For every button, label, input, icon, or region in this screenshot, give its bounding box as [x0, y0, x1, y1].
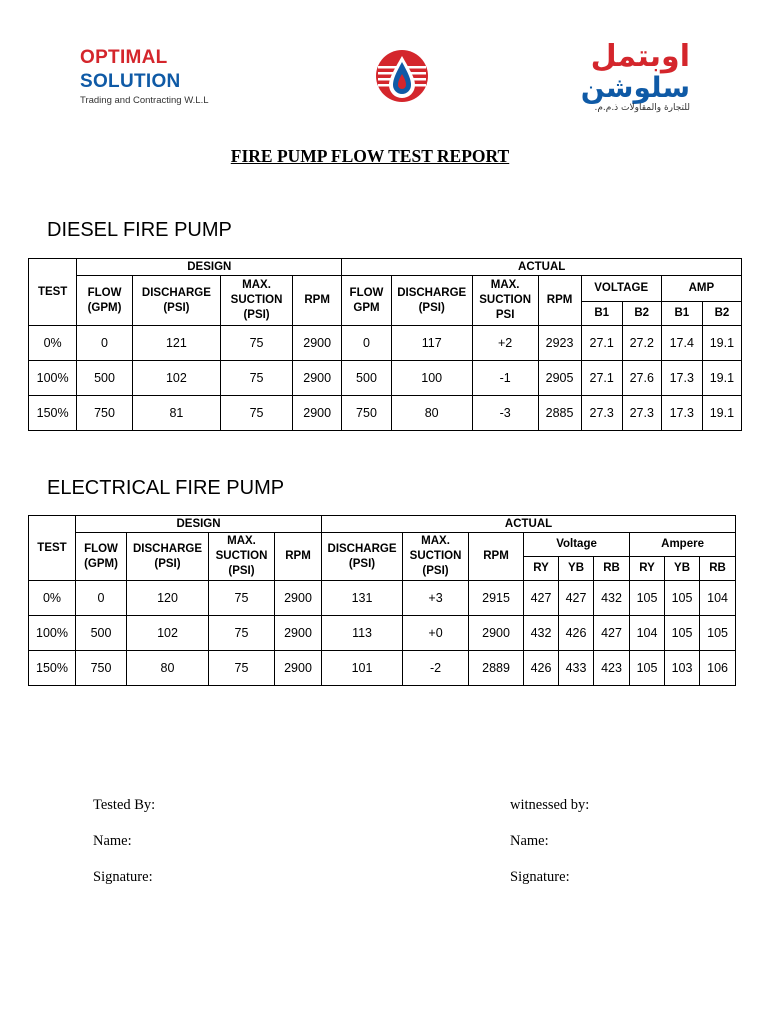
- col-header-flow: FLOW (GPM): [76, 533, 127, 581]
- table-cell: 102: [132, 361, 220, 396]
- header-design: DESIGN: [76, 516, 322, 533]
- table-cell: 80: [391, 396, 472, 431]
- table-cell: 131: [322, 581, 403, 616]
- table-cell: 2923: [538, 326, 581, 361]
- col-header-voltage-ry: RY: [524, 557, 559, 581]
- table-cell: 104: [630, 616, 665, 651]
- table-cell: 27.3: [622, 396, 661, 431]
- table-cell: 106: [700, 651, 736, 686]
- table-row: [29, 396, 742, 431]
- table-cell: 2915: [469, 581, 524, 616]
- table-cell: +3: [403, 581, 469, 616]
- table-cell: 2905: [538, 361, 581, 396]
- company-logo-arabic: [580, 39, 690, 113]
- table-cell: 750: [76, 651, 127, 686]
- table-cell: 75: [221, 361, 293, 396]
- table-cell: 427: [594, 616, 630, 651]
- table-cell: 427: [559, 581, 594, 616]
- col-header-ampere-ry: RY: [630, 557, 665, 581]
- arabic-tagline: للتجارة والمقاولات ذ.م.م.: [594, 103, 690, 113]
- table-cell: -3: [472, 396, 538, 431]
- arabic-name-line1: اوبتمل: [590, 39, 690, 74]
- col-header-amp-b2: B2: [702, 302, 741, 326]
- table-cell: 750: [342, 396, 391, 431]
- table-cell: 427: [524, 581, 559, 616]
- col-header-ampere-yb: YB: [665, 557, 700, 581]
- col-header-voltage: Voltage: [524, 533, 630, 557]
- table-cell: 432: [594, 581, 630, 616]
- table-cell: 0: [342, 326, 391, 361]
- table-cell: 2900: [275, 651, 322, 686]
- tested-by-label: Tested By:: [93, 797, 156, 813]
- col-header-actual-suction: MAX. SUCTION (PSI): [403, 533, 469, 581]
- table-cell: 423: [594, 651, 630, 686]
- col-header-actual-rpm: RPM: [469, 533, 524, 581]
- col-header-test: TEST: [29, 516, 76, 581]
- table-cell: 426: [559, 616, 594, 651]
- col-header-voltage-yb: YB: [559, 557, 594, 581]
- table-cell: 19.1: [702, 326, 741, 361]
- table-cell: 150%: [29, 651, 76, 686]
- table-cell: 100%: [29, 616, 76, 651]
- col-header-discharge: DISCHARGE (PSI): [127, 533, 209, 581]
- electrical-section-title: ELECTRICAL FIRE PUMP: [47, 477, 285, 499]
- table-cell: 101: [322, 651, 403, 686]
- col-header-discharge: DISCHARGE (PSI): [132, 276, 220, 326]
- table-cell: 2900: [469, 616, 524, 651]
- table-cell: 0: [77, 326, 132, 361]
- header-actual: ACTUAL: [322, 516, 736, 533]
- table-cell: 750: [77, 396, 132, 431]
- diesel-pump-table: [28, 258, 742, 431]
- table-cell: 100: [391, 361, 472, 396]
- col-header-voltage: VOLTAGE: [581, 276, 661, 302]
- col-header-test: TEST: [29, 259, 77, 326]
- table-cell: 104: [700, 581, 736, 616]
- table-cell: 105: [665, 581, 700, 616]
- table-cell: 105: [700, 616, 736, 651]
- table-row: [29, 651, 736, 686]
- table-cell: 27.1: [581, 326, 622, 361]
- table-cell: 117: [391, 326, 472, 361]
- table-cell: 103: [665, 651, 700, 686]
- table-row: [29, 361, 742, 396]
- table-cell: 500: [76, 616, 127, 651]
- table-cell: 150%: [29, 396, 77, 431]
- company-name-line1: OPTIMAL: [80, 47, 168, 68]
- col-header-actual-rpm: RPM: [538, 276, 581, 326]
- arabic-name-line2: سلوشن: [580, 71, 690, 104]
- tester-signature-label: Signature:: [93, 869, 153, 885]
- table-cell: +0: [403, 616, 469, 651]
- table-cell: 105: [665, 616, 700, 651]
- witness-signature-label: Signature:: [510, 869, 570, 885]
- table-cell: -1: [472, 361, 538, 396]
- col-header-max-suction: MAX. SUCTION (PSI): [221, 276, 293, 326]
- table-cell: 17.4: [661, 326, 702, 361]
- col-header-actual-flow: FLOW GPM: [342, 276, 391, 326]
- table-cell: 102: [127, 616, 209, 651]
- table-cell: 2900: [275, 616, 322, 651]
- table-cell: 121: [132, 326, 220, 361]
- table-cell: 0%: [29, 326, 77, 361]
- table-cell: 2900: [293, 326, 342, 361]
- table-cell: 75: [221, 396, 293, 431]
- table-cell: 27.6: [622, 361, 661, 396]
- table-cell: 2900: [293, 361, 342, 396]
- table-cell: 75: [209, 616, 275, 651]
- table-cell: 81: [132, 396, 220, 431]
- col-header-actual-suction: MAX. SUCTION PSI: [472, 276, 538, 326]
- table-cell: 19.1: [702, 396, 741, 431]
- table-row: [29, 616, 736, 651]
- col-header-actual-discharge: DISCHARGE (PSI): [391, 276, 472, 326]
- col-header-rpm: RPM: [293, 276, 342, 326]
- table-cell: 433: [559, 651, 594, 686]
- witness-name-label: Name:: [510, 833, 549, 849]
- table-row: [29, 326, 742, 361]
- table-cell: +2: [472, 326, 538, 361]
- table-cell: 2885: [538, 396, 581, 431]
- company-name-line2: SOLUTION: [80, 71, 181, 92]
- flame-droplet-logo-icon: [374, 48, 430, 104]
- col-header-actual-discharge: DISCHARGE (PSI): [322, 533, 403, 581]
- col-header-amp-b1: B1: [661, 302, 702, 326]
- table-cell: 432: [524, 616, 559, 651]
- header-design: DESIGN: [77, 259, 342, 276]
- table-cell: 27.3: [581, 396, 622, 431]
- table-cell: 2900: [275, 581, 322, 616]
- table-cell: 2889: [469, 651, 524, 686]
- col-header-amp: AMP: [661, 276, 741, 302]
- col-header-ampere-rb: RB: [700, 557, 736, 581]
- col-header-rpm: RPM: [275, 533, 322, 581]
- col-header-voltage-b2: B2: [622, 302, 661, 326]
- table-cell: 17.3: [661, 361, 702, 396]
- table-cell: 27.2: [622, 326, 661, 361]
- table-cell: 105: [630, 651, 665, 686]
- table-cell: 2900: [293, 396, 342, 431]
- company-logo-english: [80, 48, 209, 106]
- company-tagline: Trading and Contracting W.L.L: [80, 95, 209, 106]
- table-cell: 80: [127, 651, 209, 686]
- header-actual: ACTUAL: [342, 259, 742, 276]
- table-cell: 105: [630, 581, 665, 616]
- electrical-pump-table: [28, 515, 736, 686]
- table-cell: 426: [524, 651, 559, 686]
- table-cell: 75: [209, 581, 275, 616]
- table-cell: 27.1: [581, 361, 622, 396]
- table-cell: 75: [209, 651, 275, 686]
- witnessed-by-label: witnessed by:: [510, 797, 590, 813]
- table-cell: 75: [221, 326, 293, 361]
- col-header-max-suction: MAX. SUCTION (PSI): [209, 533, 275, 581]
- table-cell: 120: [127, 581, 209, 616]
- table-cell: 19.1: [702, 361, 741, 396]
- table-cell: 0%: [29, 581, 76, 616]
- tester-name-label: Name:: [93, 833, 132, 849]
- table-cell: 17.3: [661, 396, 702, 431]
- table-cell: 500: [342, 361, 391, 396]
- col-header-flow: FLOW (GPM): [77, 276, 132, 326]
- table-cell: 113: [322, 616, 403, 651]
- col-header-voltage-b1: B1: [581, 302, 622, 326]
- table-cell: 500: [77, 361, 132, 396]
- table-cell: -2: [403, 651, 469, 686]
- table-cell: 0: [76, 581, 127, 616]
- report-title: FIRE PUMP FLOW TEST REPORT: [230, 146, 510, 166]
- diesel-section-title: DIESEL FIRE PUMP: [47, 219, 232, 241]
- col-header-ampere: Ampere: [630, 533, 736, 557]
- table-row: [29, 581, 736, 616]
- table-cell: 100%: [29, 361, 77, 396]
- col-header-voltage-rb: RB: [594, 557, 630, 581]
